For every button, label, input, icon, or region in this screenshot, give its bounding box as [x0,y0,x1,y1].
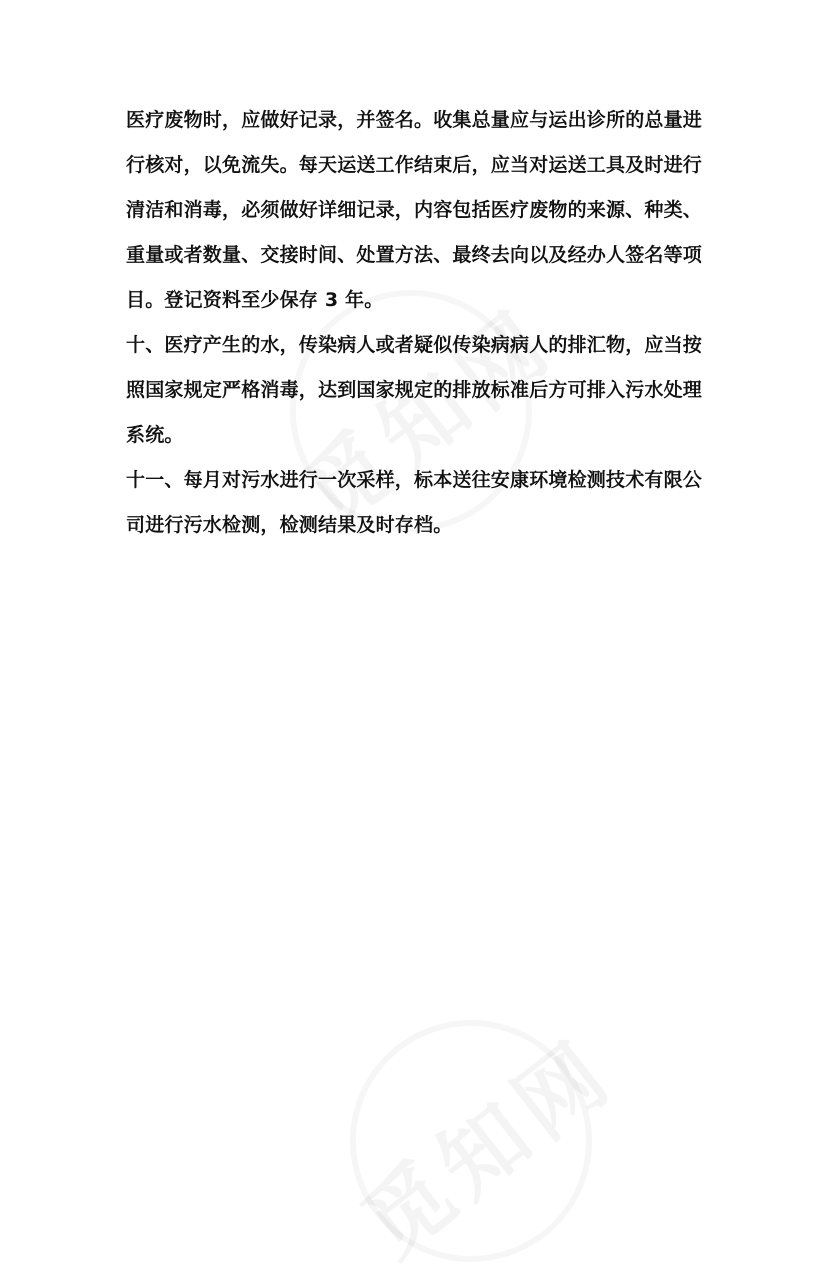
text-line: 医疗废物时，应做好记录，并签名。收集总量应与运出诊所的总量进 [126,109,703,131]
text-line: 系统。 [126,424,184,446]
text-line: 十、医疗产生的水，传染病人或者疑似传染病病人的排汇物，应当按 [126,334,703,356]
watermark [332,1004,635,1279]
text-line: 十一、每月对污水进行一次采样，标本送往安康环境检测技术有限公 [126,469,703,491]
text-line: 行核对，以免流失。每天运送工作结束后，应当对运送工具及时进行 [126,154,703,176]
document-body [126,98,716,548]
text-line: 目。登记资料至少保存 3 年。 [126,289,384,311]
watermark-ring [350,1020,592,1262]
text-line: 司进行污水检测，检测结果及时存档。 [126,514,453,536]
text-line: 清洁和消毒，必须做好详细记录，内容包括医疗废物的来源、种类、 [126,199,703,221]
text-line: 重量或者数量、交接时间、处置方法、最终去向以及经办人签名等项 [126,244,703,266]
text-line: 照国家规定严格消毒，达到国家规定的排放标准后方可排入污水处理 [126,379,703,401]
